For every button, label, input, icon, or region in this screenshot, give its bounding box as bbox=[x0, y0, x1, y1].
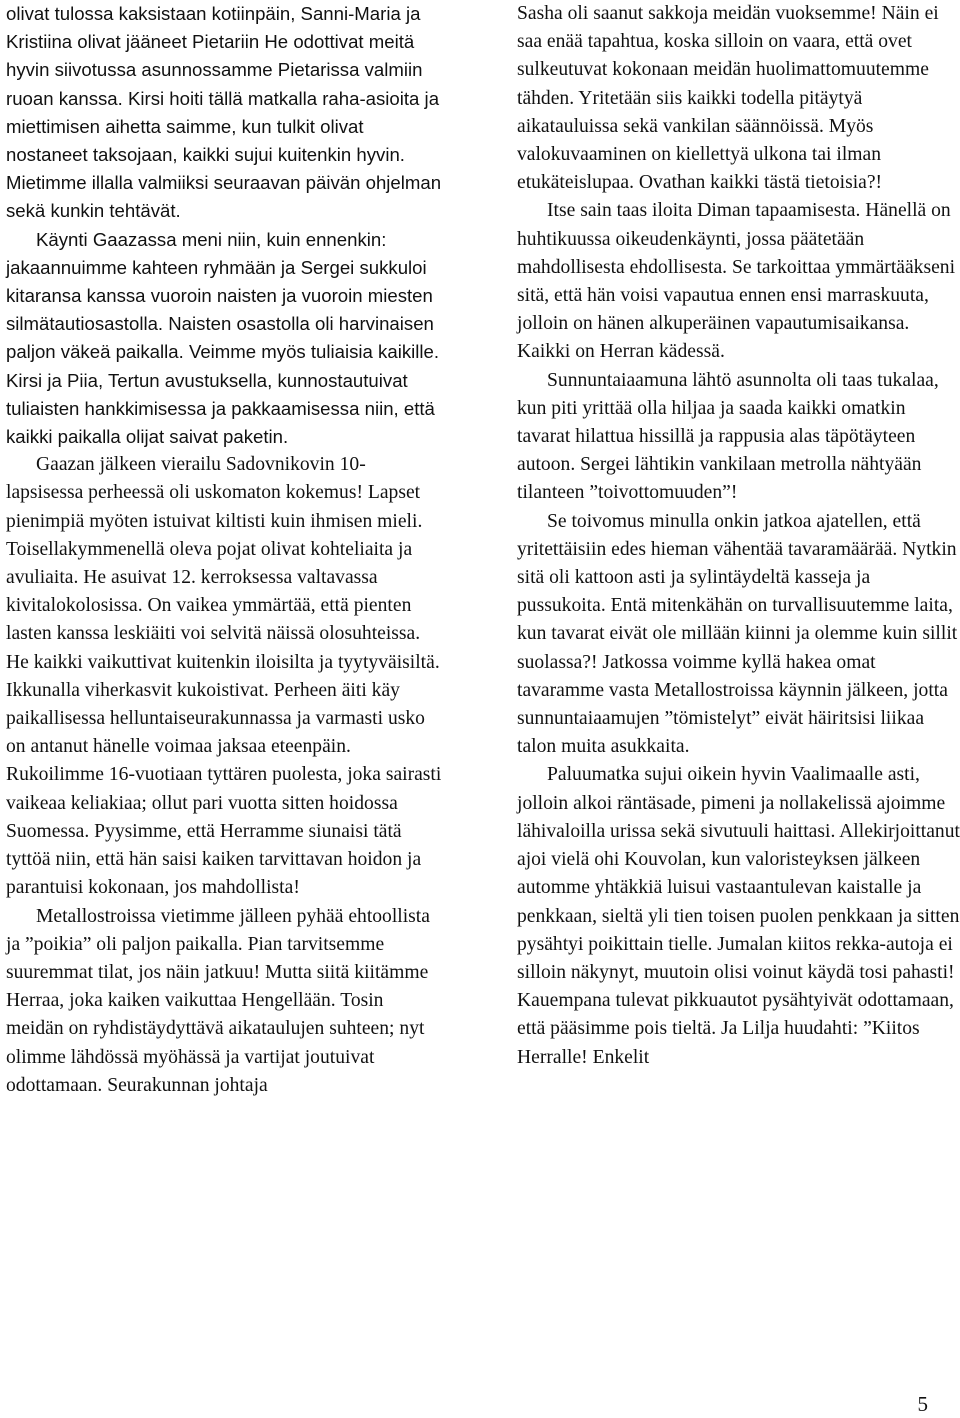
left-text-column bbox=[6, 0, 442, 1100]
paragraph: Paluumatka sujui oikein hyvin Vaalimaalle asti, jolloin alkoi räntäsade, pimeni ja nollakelissä ajoimme lähivaloilla urissa sekä sivutuuli haittasi. Allekirjoittanut ajoi vielä ohi Kouvolan, kun valoristeyksen jälkeen automme yhtäkkiä luisui vastaantulevan kaistalle ja penkkaan, sieltä yli tien toisen puolen penkkaan ja sitten pysähtyi poikittain tielle. Jumalan kiitos rekka-autoja ei silloin näkynyt, muutoin olisi voinut käydä tosi pahasti! Kauempana tulevat pikkuautot pysähtyivät odottamaan, että pääsimme pois tieltä. Ja Lilja huudahti: ”Kiitos Herralle! Enkelit bbox=[517, 764, 960, 1068]
paragraph: olivat tulossa kaksistaan kotiinpäin, Sanni-Maria ja Kristiina olivat jääneet Pietariin He odottivat meitä hyvin siivotussa asunnossamme Pietarissa valmiin ruoan kanssa. Kirsi hoiti tällä matkalla raha-asioita ja miettimisen aihetta saimme, kun tulkit olivat nostaneet taksojaan, kaikki sujui kuitenkin hyvin. Mietimme illalla valmiiksi seuraavan päivän ohjelman sekä kunkin tehtävät. bbox=[6, 3, 442, 222]
paragraph: Käynti Gaazassa meni niin, kuin ennenkin: jakaannuimme kahteen ryhmään ja Sergei sukkuloi kitaransa kanssa vuoroin naisten ja vuoroin miesten silmätautiosastolla. Naisten osastolla oli harvinaisen paljon väkeä paikalla. Veimme myös tuliaisia kaikille. Kirsi ja Piia, Tertun avustuksella, kunnostautuivat tuliaisten hankkimisessa ja pakkaamisessa niin, että kaikki paikalla olijat saivat paketin. bbox=[6, 228, 440, 448]
paragraph: Metallostroissa vietimme jälleen pyhää ehtoollista ja ”poikia” oli paljon paikalla. Pian tarvitsemme suuremmat tilat, jos näin jatkuu! Mutta siitä kiitämme Herraa, joka kaiken vaikuttaa Hengellään. Tosin meidän on ryhdistäydyttävä aikataulujen suhteen; nyt olimme lähdössä myöhässä ja vartijat joutuivat odottamaan. Seurakunnan johtaja bbox=[6, 905, 430, 1096]
paragraph: Sasha oli saanut sakkoja meidän vuoksemme! Näin ei saa enää tapahtua, koska silloin on vaara, että ovet sulkeutuvat kokonaan meidän huolimattomuutemme tähden. Yritetään siis kaikki todella pitäytyä aikatauluissa sekä vankilan säännöissä. Myös valokuvaaminen on kiellettyä ulkona tai ilman etukäteislupaa. Ovathan kaikki tästä tietoisia?! bbox=[517, 3, 939, 194]
paragraph: Gaazan jälkeen vierailu Sadovnikovin 10-lapsisessa perheessä oli uskomaton kokemus! Lapset pienimpiä myöten istuivat kiltisti kuin ihmisen mieli. Toisellakymmenellä oleva pojat olivat kohteliaita ja avuliaita. He asuivat 12. kerroksessa valtavassa kivitalokolosissa. On vaikea ymmärtää, että pienten lasten kanssa leskiäiti voi selvitä näissä olosuhteissa. He kaikki vaikuttivat kuitenkin iloisilta ja tyytyväisiltä. Ikkunalla viherkasvit kukoistivat. Perheen äiti käy paikallisessa helluntaiseurakunnassa ja varmasti usko on antanut hänelle voimaa jaksaa eteenpäin. Rukoilimme 16-vuotiaan tyttären puolesta, joka sairasti vaikeaa keliakiaa; ollut pari vuotta sitten hoidossa Suomessa. Pyysimme, että Herramme siunaisi tätä tyttöä niin, että hän saisi kaiken tarvittavan hoidon ja parantuisi kokonaan, jos mahdollista! bbox=[6, 454, 442, 899]
page-number: 5 bbox=[917, 1392, 928, 1416]
right-text-column bbox=[517, 0, 960, 1072]
paragraph: Sunnuntaiaamuna lähtö asunnolta oli taas tukalaa, kun piti yrittää olla hiljaa ja saada kaikki omatkin tavarat hilattua hissillä ja rappusia alas täpötäyteen autoon. Sergei lähtikin vankilaan metrolla nähtyään tilanteen ”toivottomuuden”! bbox=[517, 369, 939, 504]
paragraph: Itse sain taas iloita Diman tapaamisesta. Hänellä on huhtikuussa oikeudenkäynti, jossa päätetään mahdollisesta ehdollisesta. Se tarkoittaa ymmärtääkseni sitä, että hän voisi vapautua ennen ensi marraskuuta, jolloin on hänen alkuperäinen vapautumisaikansa. Kaikki on Herran kädessä. bbox=[517, 200, 956, 363]
paragraph: Se toivomus minulla onkin jatkoa ajatellen, että yritettäisiin edes hieman vähentää tavaramäärää. Nytkin sitä oli kattoon asti ja sylintäydeltä kasseja ja pussukoita. Entä mitenkähän on turvallisuutemme laita, kun tavarat eivät ole millään kiinni ja olemme kuin sillit suolassa?! Jatkossa voimme kyllä hakea omat tavaramme vasta Metallostroissa käynnin jälkeen, jotta sunnuntaiaamujen ”tömistelyt” eivät häiritsisi liikaa talon muita asukkaita. bbox=[517, 510, 958, 758]
